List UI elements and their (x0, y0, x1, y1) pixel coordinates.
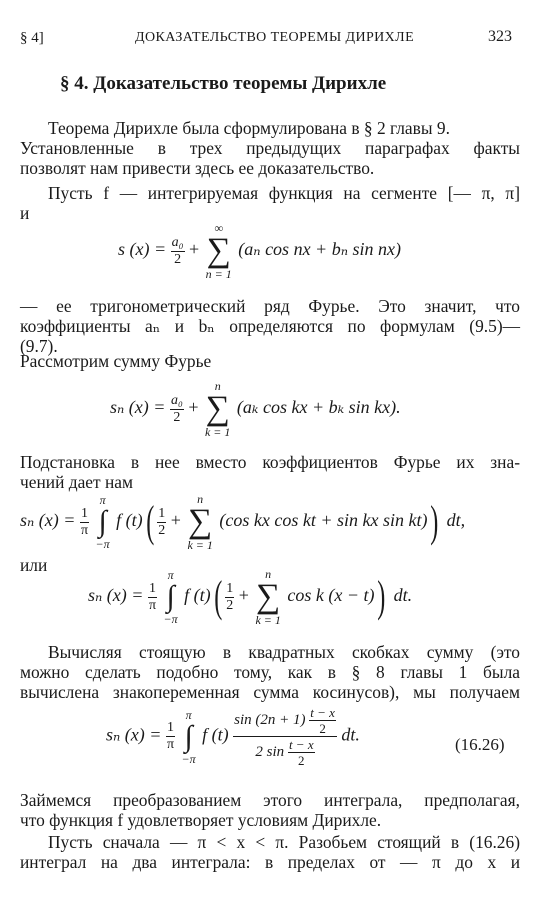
eq-plus: + (189, 239, 200, 260)
sum-upper: n (197, 492, 204, 506)
eq-half-num: 1 (226, 580, 234, 596)
integral-operator: π ∫ −π (181, 707, 196, 766)
int-upper: π (99, 493, 106, 507)
eq-frac-den: π (80, 522, 89, 538)
eq-half-den: 2 (226, 597, 234, 613)
eq-fraction (171, 236, 185, 267)
eq-den-frac-num: t − x (288, 737, 314, 752)
eq-lhs: sₙ (x) = (88, 585, 144, 606)
eq-ft: f (t) (184, 585, 211, 606)
text-line: чений дает нам (20, 472, 133, 492)
text-line: вычислена знакопеременная сумма косинусов), мы получаем (20, 682, 520, 702)
section-title: § 4. Доказательство теоремы Дирихле (60, 73, 387, 94)
eq-big-fraction (233, 706, 337, 767)
eq-frac-num: 1 (166, 720, 174, 735)
eq-tail: dt. (393, 585, 413, 606)
eq-big-num (233, 706, 337, 737)
eq-lhs: s (x) = (118, 239, 167, 260)
eq-den-frac (288, 738, 315, 767)
eq-body: (aₖ cos kx + bₖ sin kx). (236, 397, 401, 418)
eq-tail: dt. (341, 724, 360, 745)
text-line: Подстановка в нее вместо коэффициентов Фурье их зна- (20, 452, 520, 472)
eq-lhs: sₙ (x) = (106, 724, 162, 745)
equation-cos-sum: sₙ (x) = $\frac{1}{\pi}$ π ∫ −π f (t)( $\frac{1}{2}$ + n ∑ k = 1 cos k (x − t)) dt. (88, 567, 413, 627)
int-upper: π (185, 707, 192, 722)
sum-upper: n (214, 379, 221, 393)
eq-half-num: 1 (158, 505, 166, 521)
eq-frac-den: 2 (174, 251, 182, 267)
eq-body: cos k (x − t) (287, 585, 375, 606)
sum-operator: ∞ ∑ n = 1 (205, 221, 232, 281)
sum-operator: n ∑ k = 1 (187, 492, 213, 552)
text-line: Займемся преобразованием этого интеграла, предполагая, (20, 790, 520, 810)
header-page-number: 323 (488, 28, 512, 45)
eq-frac-den: π (166, 737, 175, 752)
eq-body: (aₙ cos nx + bₙ sin nx) (238, 239, 401, 260)
equation-fourier-series (118, 222, 401, 280)
equation-substitution: sₙ (x) = $\frac{1}{\pi}$ π ∫ −π f (t)( $\frac{1}{2}$ + n ∑ k = 1 (cos kx cos kt + sin kx sin kt)) dt, (20, 492, 466, 552)
text-line: — ее тригонометрический ряд Фурье. Это значит, что (20, 296, 520, 316)
eq-frac-den: 2 (173, 409, 181, 425)
eq-lhs: sₙ (x) = (20, 510, 76, 531)
eq-half (225, 582, 234, 613)
eq-half (157, 507, 166, 538)
eq-frac-num: 1 (148, 580, 156, 596)
eq-frac-num: 1 (80, 505, 88, 521)
eq-ft: f (t) (202, 724, 229, 745)
equation-fourier-sum (110, 380, 401, 438)
sum-upper: n (265, 567, 272, 581)
integral-operator: π ∫ −π (163, 568, 178, 626)
sum-lower: n = 1 (205, 267, 232, 281)
eq-fraction (166, 721, 175, 752)
eq-num-text: sin (2n + 1) (234, 711, 306, 728)
int-lower: −π (163, 612, 178, 626)
eq-plus: + (238, 585, 249, 606)
sum-operator: n ∑ k = 1 (204, 379, 231, 439)
eq-fraction (170, 394, 184, 425)
eq-den-text: 2 sin (255, 743, 285, 760)
int-lower: −π (95, 537, 110, 551)
sum-lower: k = 1 (204, 425, 231, 439)
text-line: можно сделать подобно тому, как в § 8 главы 1 была (20, 662, 520, 682)
eq-plus: + (170, 510, 181, 531)
text-line: что функция f удовлетворяет условиям Дирихле. (20, 810, 382, 830)
text-line: Пусть f — интегрируемая функция на сегменте [— π, π] (48, 183, 520, 203)
integral-operator: π ∫ −π (95, 493, 110, 551)
eq-half-den: 2 (158, 522, 166, 538)
int-lower: −π (181, 751, 196, 766)
eq-frac-num: a₀ (171, 234, 184, 250)
eq-den-frac-den: 2 (298, 753, 305, 768)
eq-lhs: sₙ (x) = (110, 397, 166, 418)
sum-lower: k = 1 (187, 538, 213, 552)
text-line: (9.7). (20, 336, 58, 356)
text-line: позволят нам привести здесь ее доказательство. (20, 158, 375, 178)
header-running-title: ДОКАЗАТЕЛЬСТВО ТЕОРЕМЫ ДИРИХЛЕ (135, 30, 415, 45)
text-line: и (20, 203, 30, 223)
text-line: Вычисляя стоящую в квадратных скобках сумму (это (48, 642, 520, 662)
text-line: коэффициенты aₙ и bₙ определяются по формулам (9.5)— (20, 316, 520, 336)
eq-tail: dt, (446, 510, 466, 531)
equation-16-26 (106, 706, 360, 767)
sum-operator: n ∑ k = 1 (255, 567, 281, 627)
eq-fraction (148, 582, 157, 613)
sum-upper: ∞ (214, 221, 223, 235)
text-line: интеграл на два интеграла: в пределах от — π до x и (20, 852, 520, 872)
eq-frac-num: a₀ (170, 392, 183, 408)
text-line: Рассмотрим сумму Фурье (20, 351, 212, 371)
eq-plus: + (188, 397, 199, 418)
eq-num-frac-num: t − x (310, 705, 335, 720)
equation-number: (16.26) (455, 735, 505, 754)
text-line: Пусть сначала — π < x < π. Разобьем стоящий в (16.26) (48, 832, 520, 852)
header-section: § 4] (20, 30, 44, 46)
sum-lower: k = 1 (255, 613, 281, 627)
eq-num-frac-den: 2 (319, 721, 326, 736)
text-line-or: или (20, 555, 48, 575)
eq-big-den (233, 737, 337, 767)
int-upper: π (167, 568, 174, 582)
eq-fraction (80, 507, 89, 538)
eq-frac-den: π (148, 597, 157, 613)
text-line: Установленные в трех предыдущих параграфах факты (20, 138, 520, 158)
eq-body: (cos kx cos kt + sin kx sin kt) (219, 510, 428, 531)
text-line: Теорема Дирихле была сформулирована в § 2 главы 9. (48, 118, 450, 138)
eq-ft: f (t) (116, 510, 143, 531)
eq-num-frac (309, 706, 336, 735)
